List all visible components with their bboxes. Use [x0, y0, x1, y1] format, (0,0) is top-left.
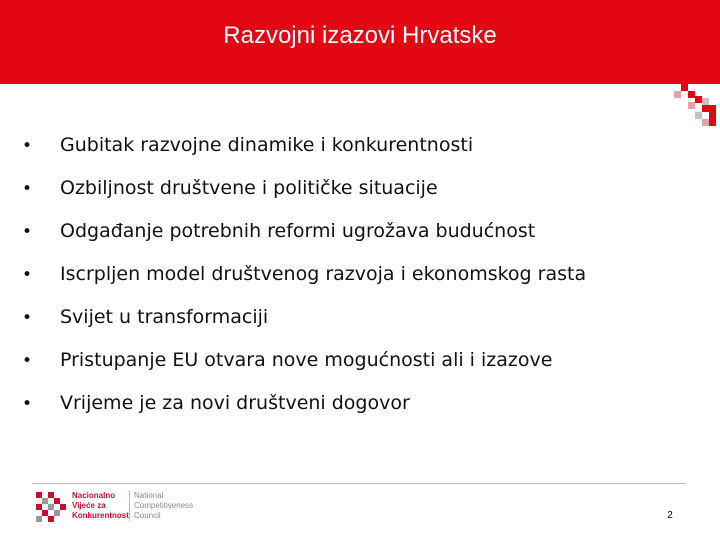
- bullet-marker: •: [22, 179, 33, 199]
- logo-text-croatian: Nacionalno Vijeće za Konkurentnost: [72, 491, 129, 520]
- footer-divider: [32, 483, 686, 484]
- bullet-marker: •: [22, 222, 33, 242]
- bullet-marker: •: [22, 265, 33, 285]
- bullet-text: Iscrpljen model društvenog razvoja i ekonomskog rasta: [60, 263, 587, 285]
- slide-title: Razvojni izazovi Hrvatske: [223, 22, 497, 49]
- bullet-marker: •: [22, 136, 33, 156]
- bullet-text: Odgađanje potrebnih reformi ugrožava budućnost: [60, 220, 536, 242]
- bullet-text: Svijet u transformaciji: [60, 306, 269, 328]
- bullet-marker: •: [22, 308, 33, 328]
- bullet-text: Ozbiljnost društvene i političke situacije: [60, 177, 438, 199]
- bullet-text: Pristupanje EU otvara nove mogućnosti ali i izazove: [60, 349, 553, 371]
- bullet-text: Gubitak razvojne dinamike i konkurentnosti: [60, 134, 474, 156]
- logo-divider: [129, 491, 130, 521]
- bullet-marker: •: [22, 394, 33, 414]
- page-number: 2: [667, 510, 673, 521]
- bullet-text: Vrijeme je za novi društveni dogovor: [60, 392, 410, 414]
- logo-text-english: National Competitiveness Council: [134, 491, 194, 520]
- pixel-decoration-icon: [660, 84, 720, 134]
- bullet-marker: •: [22, 351, 33, 371]
- council-logo-icon: [36, 492, 66, 522]
- title-banner: [0, 0, 720, 84]
